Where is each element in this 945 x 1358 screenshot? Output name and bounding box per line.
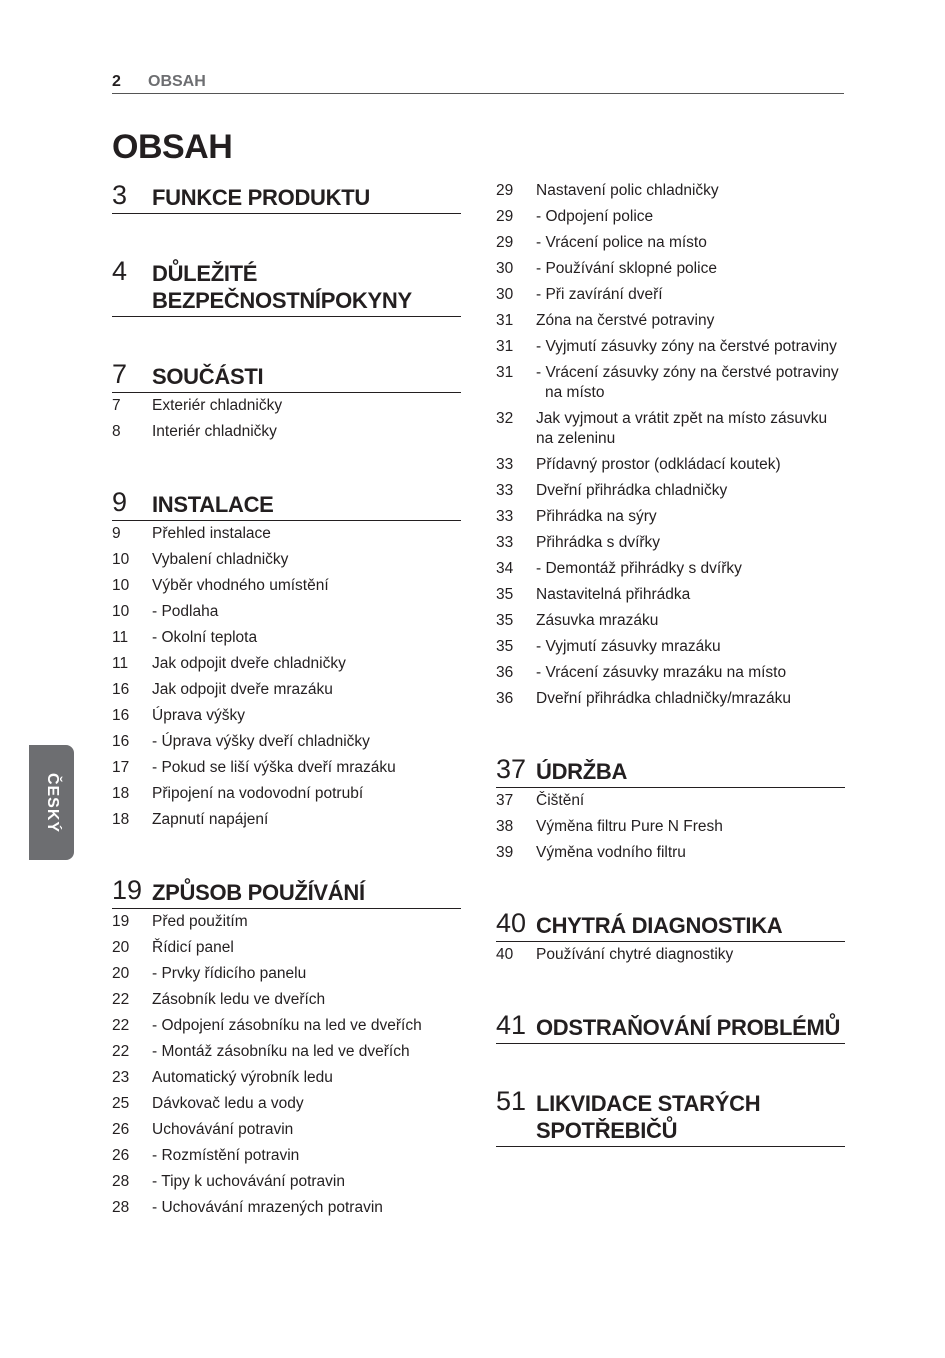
entry-page: 33 [496,482,514,499]
entry-text: Úprava výšky [152,707,246,724]
entry-text: Přihrádka na sýry [536,508,657,525]
entry-text: - Vyjmutí zásuvky mrazáku [536,638,721,655]
entry-text: Interiér chladničky [152,423,277,440]
entry-page: 22 [112,991,130,1008]
entry-page: 35 [496,638,514,655]
entry-page: 23 [112,1069,130,1086]
entry-page: 10 [112,577,130,594]
entry-text: - Uchovávání mrazených potravin [152,1199,383,1216]
entry-text-line: - Vrácení zásuvky zóny na čerstvé potraviny [536,364,839,381]
entry-page: 30 [496,260,514,277]
entry-page: 10 [112,603,130,620]
toc-entry[interactable] [496,840,845,866]
entry-page: 31 [496,364,514,381]
entry-text: Zapnutí napájení [152,811,269,828]
toc-entry[interactable] [112,547,461,573]
entry-page: 29 [496,208,514,225]
entry-page: 30 [496,286,514,303]
entry-text: - Tipy k uchovávání potravin [152,1173,345,1190]
entry-page: 10 [112,551,130,568]
toc-entry[interactable] [496,452,845,478]
toc-entry[interactable] [496,788,845,814]
entry-text: - Odpojení zásobníku na led ve dveřích [152,1017,422,1034]
section-title-line: SPOTŘEBIČŮ [536,1118,678,1143]
entry-page: 39 [496,844,514,861]
toc-entry[interactable] [112,1091,461,1117]
toc-entry[interactable] [112,987,461,1013]
entry-page: 33 [496,508,514,525]
entry-text [536,360,845,406]
entry-page: 22 [112,1017,130,1034]
entry-page: 8 [112,423,121,440]
entry-page: 33 [496,534,514,551]
entry-page: 35 [496,612,514,629]
toc-entry[interactable] [112,651,461,677]
toc-entry[interactable] [496,308,845,334]
entry-text-line: na místo [545,384,605,401]
entry-page: 33 [496,456,514,473]
entry-page: 26 [112,1147,130,1164]
entry-page: 16 [112,681,130,698]
entry-page: 35 [496,586,514,603]
section-title-line: LIKVIDACE STARÝCH [536,1091,761,1116]
section-title-line: DŮLEŽITÉ [152,261,258,286]
toc-left-column [112,178,461,1221]
entry-text: Vybalení chladničky [152,551,289,568]
entry-text: Přehled instalace [152,525,271,542]
entry-text: - Rozmístění potravin [152,1147,300,1164]
toc-entry[interactable] [112,1117,461,1143]
toc-entry[interactable] [112,599,461,625]
toc-entry[interactable] [496,582,845,608]
entry-text-line: Jak vyjmout a vrátit zpět na místo zásuvku [536,410,828,427]
section-page-number: 41 [496,1010,527,1040]
entry-page: 25 [112,1095,130,1112]
entry-text: Výběr vhodného umístění [152,577,329,594]
entry-text: Přihrádka s dvířky [536,534,661,551]
entry-page: 29 [496,234,514,251]
toc-entry[interactable] [112,909,461,935]
entry-text: Dávkovač ledu a vody [152,1095,304,1112]
entry-text: Připojení na vodovodní potrubí [152,785,364,802]
toc-entry[interactable] [112,935,461,961]
entry-text [536,406,845,452]
page-number: 2 [112,73,121,90]
entry-page: 26 [112,1121,130,1138]
section-page-number: 51 [496,1086,527,1116]
toc-entry[interactable] [496,814,845,840]
entry-page: 16 [112,733,130,750]
toc-entry[interactable] [496,204,845,230]
entry-page: 38 [496,818,514,835]
entry-page: 22 [112,1043,130,1060]
toc-section-4[interactable] [112,254,461,317]
entry-text: Nastavení polic chladničky [536,182,719,199]
toc-entry[interactable] [496,660,845,686]
entry-text: - Vrácení zásuvky mrazáku na místo [536,664,787,681]
toc-entry[interactable] [112,1143,461,1169]
entry-text: Řídicí panel [152,939,234,956]
toc-entry[interactable] [496,942,845,968]
entry-text: Používání chytré diagnostiky [536,946,734,963]
toc-entry[interactable] [496,686,845,712]
entry-page: 9 [112,525,121,542]
entry-text: Před použitím [152,913,248,930]
entry-text: Exteriér chladničky [152,397,283,414]
section-page-number: 37 [496,754,527,784]
section-page-number: 9 [112,487,128,517]
entry-page: 32 [496,410,514,427]
entry-text: - Úprava výšky dveří chladničky [152,733,370,750]
toc-entry[interactable] [496,478,845,504]
toc-section-7[interactable] [112,357,461,393]
running-header-title: OBSAH [148,73,206,90]
toc-entry[interactable] [496,178,845,204]
entry-text: - Vrácení police na místo [536,234,707,251]
entry-page: 11 [112,629,129,646]
entry-text: Výměna vodního filtru [536,844,686,861]
entry-page: 19 [112,913,130,930]
section-title-line: BEZPEČNOSTNÍPOKYNY [152,288,412,313]
toc-entry[interactable] [112,625,461,651]
toc-entry[interactable] [112,703,461,729]
entry-page: 28 [112,1199,130,1216]
entry-text: - Používání sklopné police [536,260,717,277]
toc-entry[interactable] [496,360,845,406]
toc-section-37[interactable] [496,752,845,788]
section-title: SOUČÁSTI [152,364,264,389]
language-tab [29,745,74,860]
section-title [152,260,461,314]
toc-entry[interactable] [496,406,845,452]
entry-text-line: na zeleninu [536,430,616,447]
entry-text: Automatický výrobník ledu [152,1069,333,1086]
section-page-number: 19 [112,875,143,905]
entry-text: - Při zavírání dveří [536,286,663,303]
toc-section-3[interactable] [112,178,461,214]
page-title: OBSAH [112,128,233,166]
toc-entry[interactable] [112,393,461,419]
entry-text: - Vyjmutí zásuvky zóny na čerstvé potraviny [536,338,837,355]
toc-section-9[interactable] [112,485,461,521]
toc-entry[interactable] [112,1169,461,1195]
entry-page: 36 [496,664,514,681]
toc-entry[interactable] [112,1065,461,1091]
entry-text: - Prvky řídicího panelu [152,965,307,982]
entry-text: - Podlaha [152,603,219,620]
toc-entry[interactable] [496,230,845,256]
section-page-number: 7 [112,359,128,389]
entry-page: 20 [112,939,130,956]
toc-entry[interactable] [112,807,461,833]
entry-text: Čištění [536,792,585,809]
section-title: ODSTRAŇOVÁNÍ PROBLÉMŮ [536,1015,841,1040]
toc-entry[interactable] [112,729,461,755]
entry-page: 37 [496,792,514,809]
running-header [112,73,844,94]
toc-entry[interactable] [112,419,461,445]
section-page-number: 40 [496,908,527,938]
entry-page: 31 [496,312,514,329]
toc-section-51[interactable] [496,1084,845,1147]
entry-text: Výměna filtru Pure N Fresh [536,818,723,835]
toc-entry[interactable] [496,256,845,282]
toc-entry[interactable] [112,677,461,703]
entry-page: 36 [496,690,514,707]
entry-page: 29 [496,182,514,199]
entry-page: 20 [112,965,130,982]
entry-text: - Montáž zásobníku na led ve dveřích [152,1043,410,1060]
entry-page: 31 [496,338,514,355]
toc-entry[interactable] [496,282,845,308]
toc-entry[interactable] [496,608,845,634]
section-title: FUNKCE PRODUKTU [152,185,370,210]
toc-entry[interactable] [112,755,461,781]
toc-entry[interactable] [112,961,461,987]
entry-page: 18 [112,811,130,828]
toc-right-column [496,178,845,1147]
entry-text: - Okolní teplota [152,629,258,646]
entry-page: 7 [112,397,121,414]
section-title: ZPŮSOB POUŽÍVÁNÍ [152,880,365,905]
section-title: INSTALACE [152,492,274,517]
toc-entry[interactable] [496,634,845,660]
entry-text: Přídavný prostor (odkládací koutek) [536,456,781,473]
toc-entry[interactable] [112,1195,461,1221]
entry-text: - Odpojení police [536,208,654,225]
entry-text: Dveřní přihrádka chladničky/mrazáku [536,690,791,707]
section-title [536,1090,845,1144]
toc-entry[interactable] [112,521,461,547]
entry-text: Nastavitelná přihrádka [536,586,691,603]
entry-text: Jak odpojit dveře chladničky [152,655,346,672]
toc-entry[interactable] [496,334,845,360]
entry-text: Zásuvka mrazáku [536,612,659,629]
toc-entry[interactable] [496,504,845,530]
entry-text: Jak odpojit dveře mrazáku [152,681,333,698]
entry-text: - Pokud se liší výška dveří mrazáku [152,759,396,776]
entry-text: Uchovávání potravin [152,1121,294,1138]
entry-text: Zásobník ledu ve dveřích [152,991,326,1008]
entry-page: 28 [112,1173,130,1190]
toc-entry[interactable] [112,573,461,599]
toc-entry[interactable] [112,1013,461,1039]
entry-page: 16 [112,707,130,724]
entry-text: Dveřní přihrádka chladničky [536,482,728,499]
toc-entry[interactable] [496,556,845,582]
entry-page: 40 [496,946,514,963]
entry-page: 34 [496,560,514,577]
entry-page: 11 [112,655,129,672]
toc-entry[interactable] [496,530,845,556]
entry-page: 18 [112,785,130,802]
section-title: CHYTRÁ DIAGNOSTIKA [536,913,783,938]
entry-text: Zóna na čerstvé potraviny [536,312,715,329]
toc-section-41[interactable] [496,1008,845,1044]
toc-entry[interactable] [112,1039,461,1065]
toc-section-19[interactable] [112,873,461,909]
language-tab-label: ČESKÝ [43,772,61,833]
toc-section-40[interactable] [496,906,845,942]
section-page-number: 4 [112,256,128,286]
section-page-number: 3 [112,180,128,210]
entry-text: - Demontáž přihrádky s dvířky [536,560,742,577]
section-title: ÚDRŽBA [536,759,628,784]
entry-page: 17 [112,759,130,776]
toc-entry[interactable] [112,781,461,807]
